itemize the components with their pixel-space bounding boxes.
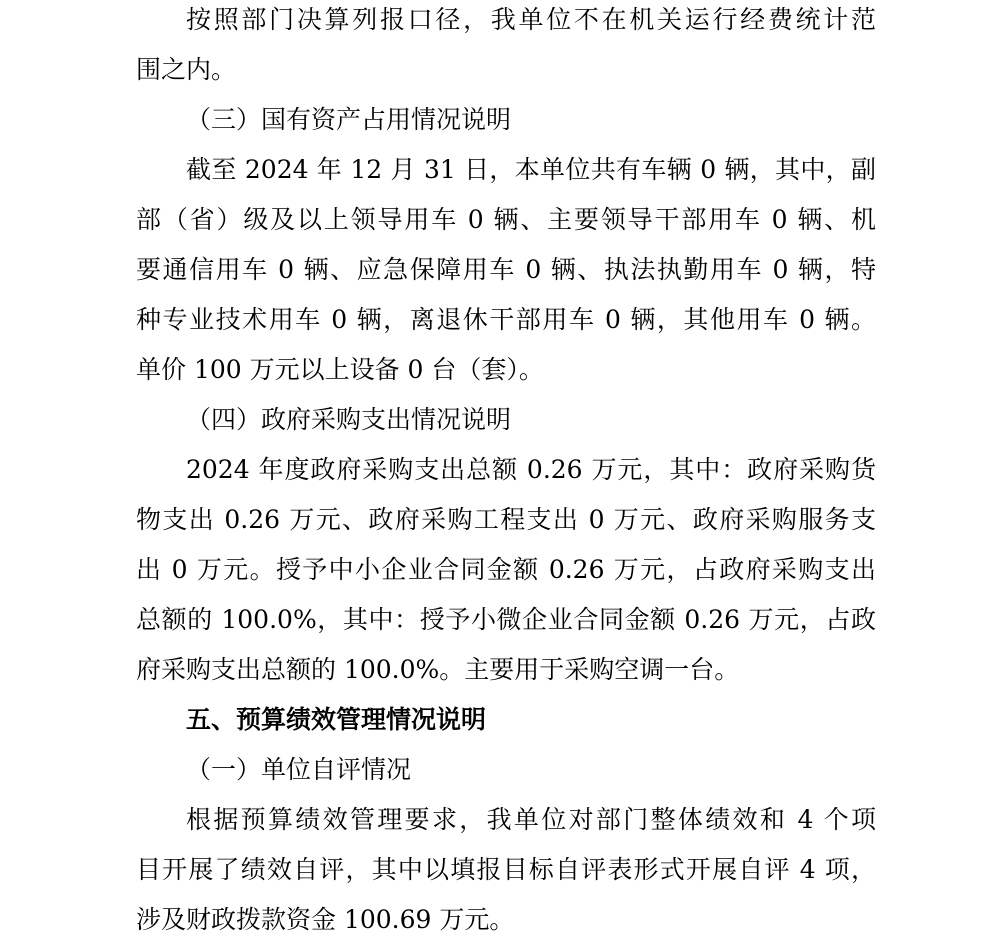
paragraph-line: 涉及财政拨款资金 100.69 万元。 [136, 905, 515, 934]
paragraph-line: 按照部门决算列报口径，我单位不在机关运行经费统计范 [186, 5, 876, 34]
paragraph-line: 截至 2024 年 12 月 31 日，本单位共有车辆 0 辆，其中，副 [186, 155, 876, 184]
paragraph-line: 出 0 万元。授予中小企业合同金额 0.26 万元，占政府采购支出 [136, 555, 876, 584]
section-heading-4: （四）政府采购支出情况说明 [186, 405, 512, 434]
paragraph-line: 总额的 100.0%，其中：授予小微企业合同金额 0.26 万元，占政 [136, 605, 876, 634]
paragraph-line: 围之内。 [136, 55, 237, 84]
subsection-heading-1: （一）单位自评情况 [186, 755, 412, 784]
paragraph-line: 部（省）级及以上领导用车 0 辆、主要领导干部用车 0 辆、机 [136, 205, 876, 234]
paragraph-line: 种专业技术用车 0 辆，离退休干部用车 0 辆，其他用车 0 辆。 [136, 305, 876, 334]
paragraph-line: 要通信用车 0 辆、应急保障用车 0 辆、执法执勤用车 0 辆，特 [136, 255, 876, 284]
paragraph-line: 根据预算绩效管理要求，我单位对部门整体绩效和 4 个项 [186, 805, 876, 834]
paragraph-line: 物支出 0.26 万元、政府采购工程支出 0 万元、政府采购服务支 [136, 505, 876, 534]
paragraph-line: 目开展了绩效自评，其中以填报目标自评表形式开展自评 4 项， [136, 855, 876, 884]
section-heading-5: 五、预算绩效管理情况说明 [186, 705, 487, 734]
paragraph-line: 2024 年度政府采购支出总额 0.26 万元，其中：政府采购货 [186, 455, 876, 484]
paragraph-line: 府采购支出总额的 100.0%。主要用于采购空调一台。 [136, 655, 740, 684]
section-heading-3: （三）国有资产占用情况说明 [186, 105, 512, 134]
paragraph-line: 单价 100 万元以上设备 0 台（套）。 [136, 355, 544, 384]
